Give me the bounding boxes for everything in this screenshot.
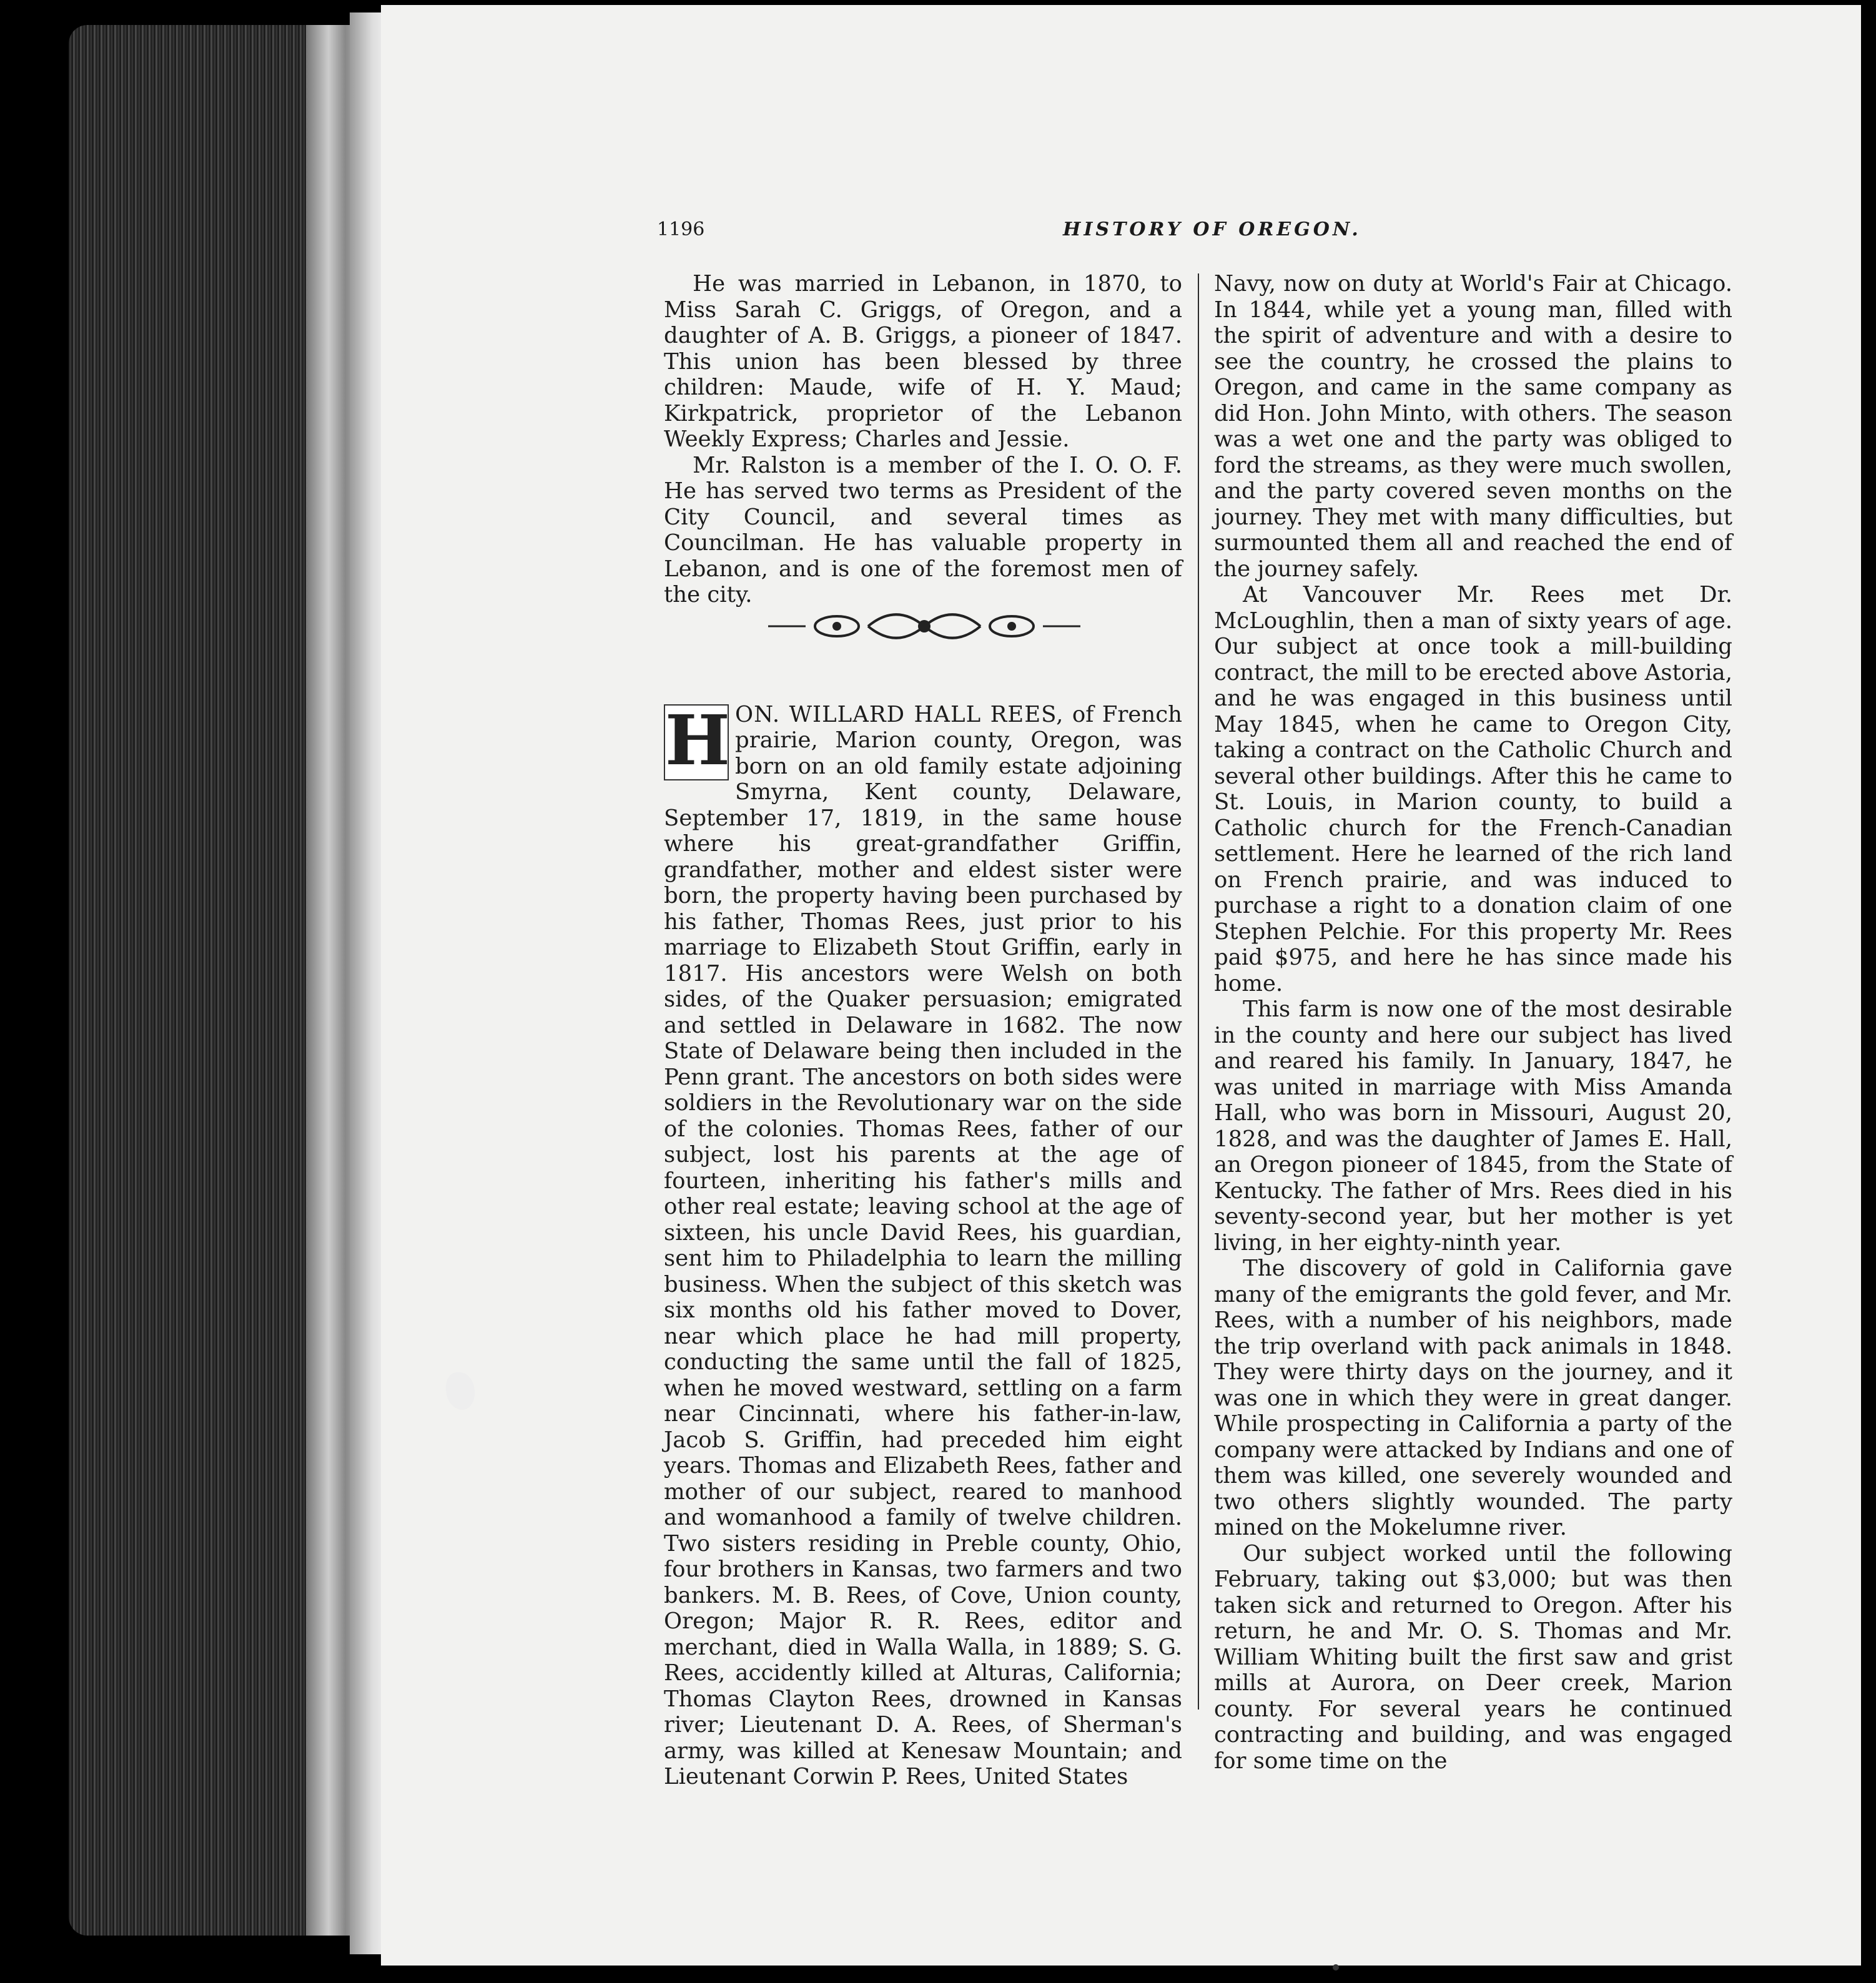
paragraph-journey: Navy, now on duty at World's Fair at Chicago. In 1844, while yet a young man, filled with the spirit of adventure and with a desire to see the country, he crossed the plains to Oregon, and came in the same company as did Hon. John Minto, with others. The season was a wet one and the party was obliged to ford the streams, as they were much swollen, and the party covered seven months on the journey. They met with many difficulties, but surmounted them all and reached the end of the journey safely. [1214,271,1732,582]
bottom-dot [1333,1964,1339,1971]
page-number: 1196 [657,219,705,240]
left-column [664,271,1182,1790]
paragraph-mills: Our subject worked until the following February, taking out $3,000; but was then taken sick and returned to Oregon. After his return, he and Mr. O. S. Thomas and Mr. William Whiting built the first saw and grist mills at Aurora, on Deer creek, Marion county. For several years he continued contracting and building, and was engaged for some time on the [1214,1540,1732,1774]
paragraph-rees-bio [664,699,1182,1790]
paragraph-marriage: He was married in Lebanon, in 1870, to Miss Sarah C. Griggs, of Oregon, and a daughter of A. B. Griggs, a pioneer of 1847. This union has been blessed by three children: Maude, wife of H. Y. Maud; Kirkpatrick, proprietor of the Lebanon Weekly Express; Charles and Jessie. [664,271,1182,452]
paragraph-farm: This farm is now one of the most desirable in the county and here our subject has lived and reared his family. In January, 1847, he was united in marriage with Miss Amanda Hall, who was born in Missouri, August 20, 1828, and was the daughter of James E. Hall, an Oregon pioneer of 1845, from the State of Kentucky. The father of Mrs. Rees died in his seventy-second year, but her mother is yet living, in her eighty-ninth year. [1214,996,1732,1256]
book-page-edges [69,25,362,1936]
paragraph-vancouver: At Vancouver Mr. Rees met Dr. McLoughlin, then a man of sixty years of age. Our subject at once took a mill-building contract, the mill to be erected above Astoria, and he was engaged in this business until May 1845, when he came to Oregon City, taking a contract on the Catholic Church and several other buildings. After this he came to St. Louis, in Marion county, to build a Catholic church for the French-Canadian settlement. Here he learned of the rich land on French prairie, and was induced to purchase a right to a donation claim of one Stephen Pelchie. For this property Mr. Rees paid $975, and here he has since made his home. [1214,582,1732,996]
bio-text: of French prairie, Marion county, Oregon, was born on an old family estate adjoining Smyrna, Kent county, Delaware, September 17, 1819, in the same house where his great-grandfather Griffin, grandfather, mother and eldest sister were born, the property having been purchased by his father, Thomas Rees, just prior to his marriage to Elizabeth Stout Griffin, early in 1817. His ancestors were Welsh on both sides, of the Quaker persuasion; emigrated and settled in Delaware in 1682. The now State of Delaware being then included in the Penn grant. The ancestors on both sides were soldiers in the Revolutionary war on the side of the colonies. Thomas Rees, father of our subject, lost his parents at the age of fourteen, inheriting his father's mills and other real estate; leaving school at the age of sixteen, his uncle David Rees, his guardian, sent him to Philadelphia to learn the milling business. When the subject of this sketch was six months old his father moved to Dover, near which place he had mill property, conducting the same until the fall of 1825, when he moved westward, settling on a farm near Cincinnati, where his father-in-law, Jacob S. Griffin, had preceded him eight years. Thomas and Elizabeth Rees, father and mother of our subject, reared to manhood and womanhood a family of twelve children. Two sisters residing in Preble county, Ohio, four brothers in Kansas, two farmers and two bankers. M. B. Rees, of Cove, Union county, Oregon; Major R. R. Rees, editor and merchant, died in Walla Walla, in 1889; S. G. Rees, accidently killed at Alturas, California; Thomas Clayton Rees, drowned in Kansas river; Lieutenant D. A. Rees, of Sherman's army, was killed at Kenesaw Mountain; and Lieutenant Corwin P. Rees, United States [664,701,1182,1789]
paragraph-gold: The discovery of gold in California gave many of the emigrants the gold fever, and Mr. Rees, with a number of his neighbors, made the trip overland with pack animals in 1848. They were thirty days on the journey, and it was one in which they were in great danger. While prospecting in California a party of the company were attacked by Indians and one of them was killed, one severely wounded and two others slightly wounded. The party mined on the Mokelumne river. [1214,1256,1732,1540]
decorative-divider-ornament [768,611,1080,642]
column-divider [1198,273,1199,1710]
paragraph-ralston: Mr. Ralston is a member of the I. O. O. F. He has served two terms as President of the City Council, and several times as Councilman. He has valuable property in Lebanon, and is one of the foremost men of the city. [664,452,1182,608]
subject-name: ON. WILLARD HALL REES, [735,701,1064,727]
paper-blemish [446,1372,475,1410]
drop-cap-letter: H [665,699,730,780]
right-column [1214,271,1732,1774]
page-header [657,219,1731,244]
running-title: HISTORY OF OREGON. [1063,219,1361,240]
